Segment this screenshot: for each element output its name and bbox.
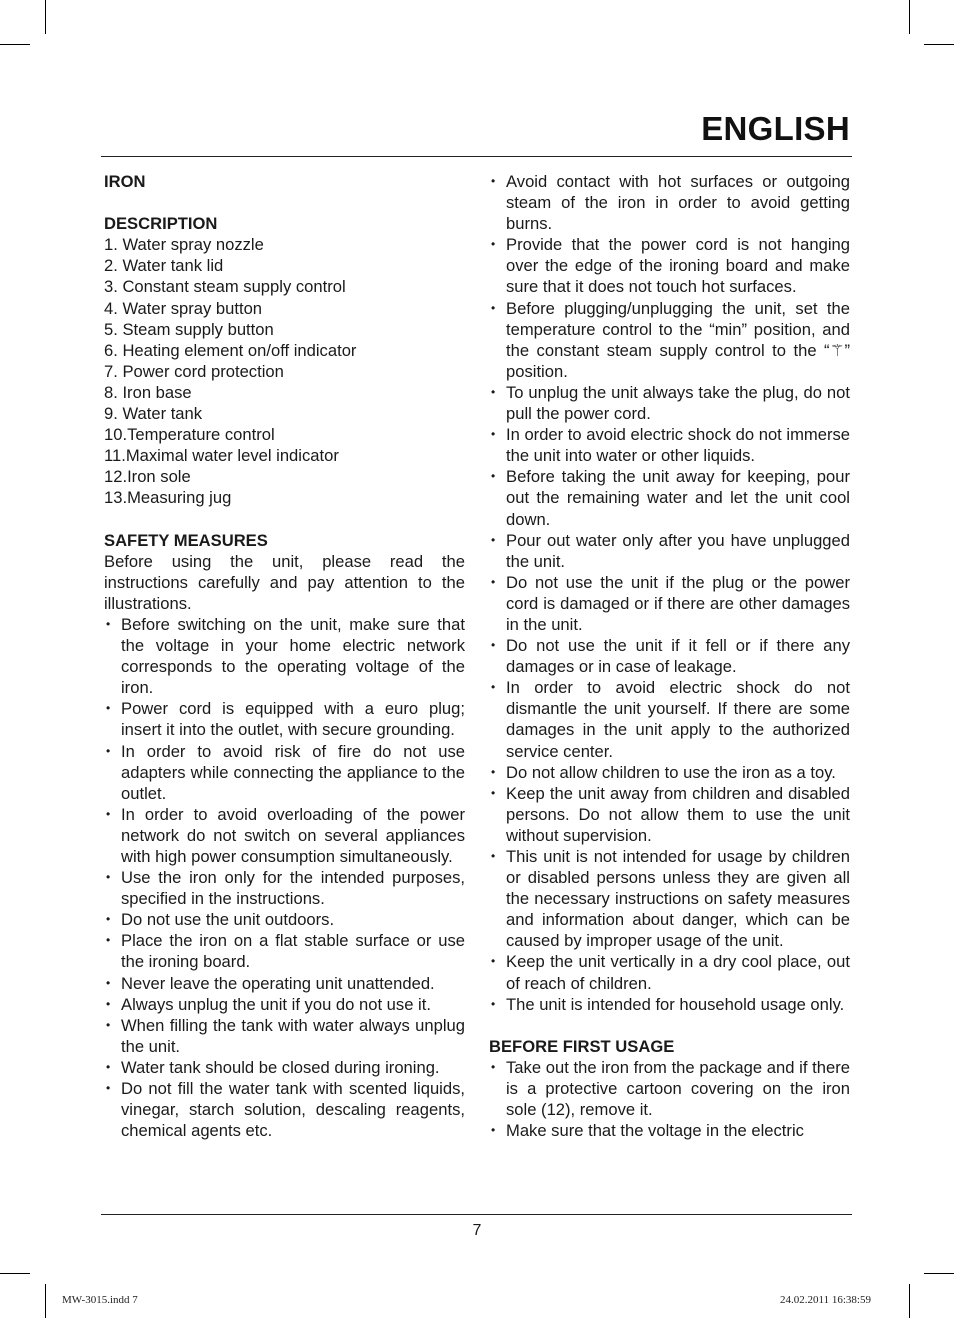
bullet-icon: • xyxy=(491,532,496,547)
list-item xyxy=(489,530,850,572)
description-item: 13.Measuring jug xyxy=(104,488,232,508)
list-item-text: Do not fill the water tank with scented liquids, vinegar, starch solution, descaling reagents, chemical agents etc. xyxy=(121,1079,465,1141)
footer-timestamp: 24.02.2011 16:38:59 xyxy=(780,1294,871,1306)
list-item-text: Before switching on the unit, make sure that the voltage in your home electric network corresponds to the operating voltage of the iron. xyxy=(121,614,465,698)
list-item xyxy=(489,424,850,466)
description-item: 1. Water spray nozzle xyxy=(104,235,264,255)
description-item: 5. Steam supply button xyxy=(104,319,274,339)
description-list xyxy=(104,234,465,508)
list-item-text: Place the iron on a flat stable surface or use the ironing board. xyxy=(121,931,465,972)
crop-mark-top-left-h xyxy=(0,44,30,45)
bullet-icon: • xyxy=(106,975,111,990)
bullet-icon: • xyxy=(491,1059,496,1074)
description-item: 12.Iron sole xyxy=(104,467,191,487)
list-item-text: Do not use the unit if the plug or the power cord is damaged or if there are other damages in the unit. xyxy=(506,572,850,634)
spacer xyxy=(104,509,465,530)
list-item xyxy=(104,1078,465,1141)
description-item: 7. Power cord protection xyxy=(104,361,284,381)
list-item xyxy=(489,1057,850,1120)
list-item xyxy=(104,973,465,994)
list-item-text: Keep the unit vertically in a dry cool place, out of reach of children. xyxy=(506,952,850,993)
spacer xyxy=(104,192,465,213)
list-item xyxy=(104,867,465,909)
bullet-icon: • xyxy=(491,764,496,779)
list-item xyxy=(104,994,465,1015)
description-item: 8. Iron base xyxy=(104,382,192,402)
crop-mark-bottom-right-h xyxy=(924,1273,954,1274)
list-item-text: This unit is not intended for usage by children or disabled persons unless they are given all the necessary instructions on safety measures and information about danger, which can be caused by improper usage of the unit. xyxy=(506,847,850,951)
list-item-text: Do not use the unit if it fell or if there any damages or in case of leakage. xyxy=(506,636,850,677)
list-item-text: Never leave the operating unit unattended. xyxy=(121,973,435,993)
right-column xyxy=(489,171,850,1141)
section-title: IRON xyxy=(104,172,146,191)
bullet-icon: • xyxy=(106,1017,111,1032)
list-item xyxy=(104,1057,465,1078)
bullet-icon: • xyxy=(491,954,496,969)
list-item xyxy=(489,635,850,677)
list-item xyxy=(489,677,850,761)
bullet-icon: • xyxy=(491,469,496,484)
page-language-title: ENGLISH xyxy=(701,110,850,147)
list-item-text: When filling the tank with water always unplug the unit. xyxy=(121,1015,465,1056)
list-item-text: In order to avoid risk of fire do not use adapters while connecting the appliance to the outlet. xyxy=(121,741,465,803)
list-item-text: Before plugging/unplugging the unit, set the temperature control to the “min” position, and the constant steam supply control to the “⚚” position. xyxy=(506,298,850,381)
list-item-text: Power cord is equipped with a euro plug; insert it into the outlet, with secure grounding. xyxy=(121,699,465,740)
list-item xyxy=(489,466,850,529)
list-item xyxy=(489,382,850,424)
list-item-text: Always unplug the unit if you do not use it. xyxy=(121,994,431,1014)
safety-intro: Before using the unit, please read the instructions carefully and pay attention to the illustrations. xyxy=(104,551,465,613)
bottom-rule xyxy=(101,1214,852,1215)
bullet-icon: • xyxy=(491,384,496,399)
description-item: 4. Water spray button xyxy=(104,298,263,318)
list-item xyxy=(489,762,850,783)
description-item: 11.Maximal water level indicator xyxy=(104,446,339,466)
list-item-text: Water tank should be closed during ironing. xyxy=(121,1057,440,1077)
first-usage-list xyxy=(489,1057,850,1141)
list-item xyxy=(104,698,465,740)
list-item-text: Before taking the unit away for keeping, pour out the remaining water and let the unit cool down. xyxy=(506,467,850,529)
list-item-text: Take out the iron from the package and if there is a protective cartoon covering on the iron sole (12), remove it. xyxy=(506,1057,850,1120)
list-item-text: The unit is intended for household usage only. xyxy=(506,994,845,1014)
bullet-icon: • xyxy=(106,870,111,885)
list-item-text: Provide that the power cord is not hanging over the edge of the ironing board and make sure that it does not touch hot surfaces. xyxy=(506,235,850,297)
list-item xyxy=(489,951,850,993)
safety-list-right xyxy=(489,171,850,1015)
list-item-text: Pour out water only after you have unplugged the unit. xyxy=(506,530,850,571)
bullet-icon: • xyxy=(491,996,496,1011)
left-column xyxy=(104,171,465,1141)
page-number: 7 xyxy=(472,1222,482,1239)
list-item-text: Use the iron only for the intended purposes, specified in the instructions. xyxy=(121,868,465,909)
crop-mark-top-left-v xyxy=(45,0,46,34)
list-item xyxy=(489,572,850,635)
bullet-icon: • xyxy=(106,806,111,821)
list-item xyxy=(489,846,850,951)
list-item xyxy=(489,1120,850,1141)
description-item: 6. Heating element on/off indicator xyxy=(104,340,357,360)
crop-mark-bottom-left-h xyxy=(0,1273,30,1274)
list-item-text: In order to avoid overloading of the power network do not switch on several appliances with high power consumption simultaneously. xyxy=(121,804,465,866)
safety-heading: SAFETY MEASURES xyxy=(104,530,268,550)
list-item-text: Avoid contact with hot surfaces or outgoing steam of the iron in order to avoid getting burns. xyxy=(506,172,850,234)
list-item xyxy=(104,804,465,867)
bullet-icon: • xyxy=(491,427,496,442)
list-item-text: Keep the unit away from children and disabled persons. Do not allow them to use the unit without supervision. xyxy=(506,783,850,845)
list-item xyxy=(104,741,465,804)
list-item xyxy=(489,234,850,297)
bullet-icon: • xyxy=(491,1123,496,1138)
bullet-icon: • xyxy=(106,1081,111,1096)
list-item-text: To unplug the unit always take the plug, do not pull the power cord. xyxy=(506,382,850,424)
footer-file-name: MW-3015.indd 7 xyxy=(62,1294,138,1306)
list-item-text: Do not allow children to use the iron as a toy. xyxy=(506,762,836,782)
list-item xyxy=(104,909,465,930)
bullet-icon: • xyxy=(106,996,111,1011)
list-item xyxy=(104,930,465,972)
first-usage-heading: BEFORE FIRST USAGE xyxy=(489,1036,675,1056)
list-item xyxy=(104,1015,465,1057)
list-item xyxy=(489,171,850,234)
description-item: 10.Temperature control xyxy=(104,425,275,445)
bullet-icon: • xyxy=(106,912,111,927)
bullet-icon: • xyxy=(491,174,496,188)
list-item xyxy=(104,614,465,698)
bullet-icon: • xyxy=(106,743,111,758)
description-heading: DESCRIPTION xyxy=(104,214,218,234)
list-item-text: Do not use the unit outdoors. xyxy=(121,910,335,930)
bullet-icon: • xyxy=(491,849,496,863)
bullet-icon: • xyxy=(106,616,111,631)
crop-mark-top-right-v xyxy=(909,0,910,34)
bullet-icon: • xyxy=(491,574,496,589)
bullet-icon: • xyxy=(106,1059,111,1074)
list-item-text: In order to avoid electric shock do not immerse the unit into water or other liquids. xyxy=(506,425,851,466)
bullet-icon: • xyxy=(106,933,111,948)
description-item: 3. Constant steam supply control xyxy=(104,277,346,297)
crop-mark-top-right-h xyxy=(924,44,954,45)
bullet-icon: • xyxy=(106,701,111,716)
crop-mark-bottom-left-v xyxy=(45,1284,46,1318)
safety-list-left xyxy=(104,614,465,1141)
description-item: 2. Water tank lid xyxy=(104,256,224,276)
bullet-icon: • xyxy=(491,785,496,800)
bullet-icon: • xyxy=(491,680,496,695)
spacer xyxy=(489,1015,850,1036)
list-item xyxy=(489,783,850,846)
bullet-icon: • xyxy=(491,237,496,252)
bullet-icon: • xyxy=(491,638,496,653)
list-item xyxy=(489,994,850,1015)
list-item xyxy=(489,298,850,382)
description-item: 9. Water tank xyxy=(104,404,203,424)
crop-mark-bottom-right-v xyxy=(909,1284,910,1318)
top-rule xyxy=(101,156,852,157)
list-item-text: Make sure that the voltage in the electric xyxy=(506,1121,804,1141)
bullet-icon: • xyxy=(491,300,496,315)
list-item-text: In order to avoid electric shock do not dismantle the unit yourself. If there are some damages in the unit apply to the authorized service center. xyxy=(506,678,850,761)
